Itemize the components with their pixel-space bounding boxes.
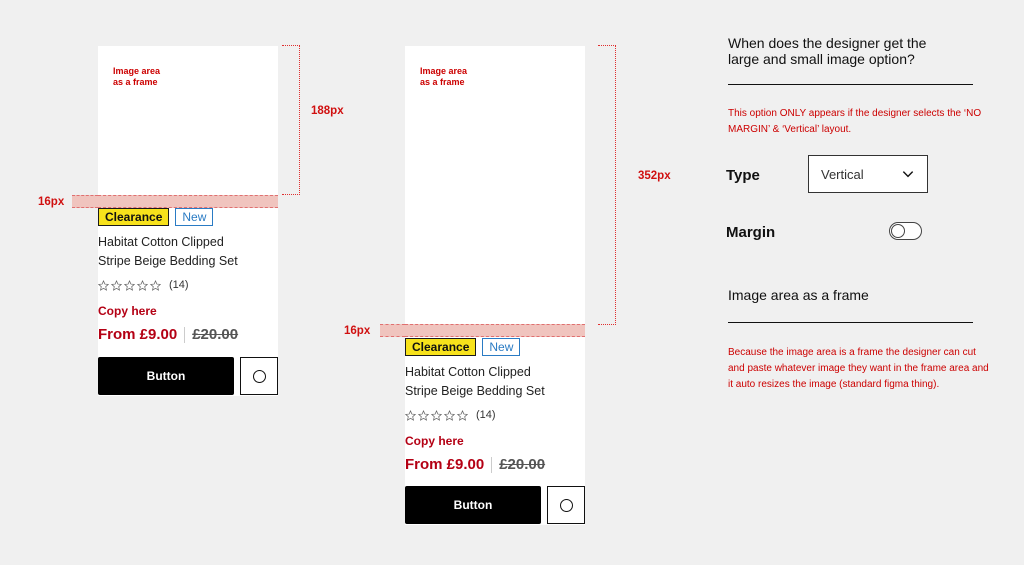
star-outline-icon (431, 410, 442, 421)
gap-highlight (405, 324, 585, 337)
star-outline-icon (418, 410, 429, 421)
gap-highlight-left-extension (72, 195, 98, 208)
star-outline-icon (111, 280, 122, 291)
price-divider (491, 457, 492, 473)
current-price: From £9.00 (405, 456, 485, 473)
height-188-indicator (282, 45, 300, 195)
image-area-frame (405, 46, 585, 324)
star-outline-icon (137, 280, 148, 291)
option-note: This option ONLY appears if the designer selects the ‘NO MARGIN’ & ‘Vertical’ layout. (728, 108, 982, 135)
badge-row (98, 208, 213, 226)
circle-button[interactable] (547, 486, 585, 524)
height-188-label: 188px (311, 105, 344, 117)
star-outline-icon (457, 410, 468, 421)
price-row (405, 456, 545, 473)
review-count: (14) (169, 279, 189, 291)
divider (728, 322, 973, 323)
question-heading: When does the designer get the large and small image option? (728, 35, 927, 67)
review-count: (14) (476, 409, 496, 421)
product-card-large (405, 46, 585, 525)
height-352-label: 352px (638, 170, 671, 182)
star-outline-icon (124, 280, 135, 291)
clearance-badge: Clearance (405, 338, 476, 356)
rating-row (405, 409, 496, 421)
clearance-badge: Clearance (98, 208, 169, 226)
product-title[interactable]: Habitat Cotton Clipped Stripe Beige Bedding Set (98, 235, 238, 268)
primary-button[interactable]: Button (98, 357, 234, 395)
circle-icon (560, 499, 573, 512)
price-divider (184, 327, 185, 343)
image-area-frame (98, 46, 278, 195)
gap-highlight (98, 195, 278, 208)
star-outline-icon (150, 280, 161, 291)
type-label: Type (726, 167, 760, 184)
type-select-value: Vertical (821, 166, 864, 182)
image-area-label: Image area as a frame (113, 66, 161, 87)
copy-text: Copy here (405, 434, 464, 448)
type-select[interactable] (808, 155, 928, 193)
circle-button[interactable] (240, 357, 278, 395)
circle-icon (253, 370, 266, 383)
was-price: £20.00 (499, 456, 546, 473)
image-area-label: Image area as a frame (420, 66, 468, 87)
divider (728, 84, 973, 85)
height-352-indicator (598, 45, 616, 325)
current-price: From £9.00 (98, 326, 178, 343)
new-badge: New (175, 208, 213, 226)
rating-row (98, 279, 189, 291)
price-row (98, 326, 238, 343)
product-title[interactable]: Habitat Cotton Clipped Stripe Beige Bedding Set (405, 365, 545, 398)
frame-label: Image area as a frame (728, 287, 869, 303)
copy-text: Copy here (98, 304, 157, 318)
primary-button[interactable]: Button (405, 486, 541, 524)
product-card-small (98, 46, 278, 396)
gap-highlight-left-extension (380, 324, 405, 337)
was-price: £20.00 (192, 326, 239, 343)
margin-toggle[interactable] (889, 222, 922, 240)
margin-label: Margin (726, 224, 776, 241)
frame-note: Because the image area is a frame the designer can cut and paste whatever image they want in the frame area and it auto resizes the image (standard figma thing). (728, 347, 989, 390)
toggle-knob (891, 224, 905, 238)
gap-16-label: 16px (38, 196, 65, 208)
new-badge: New (482, 338, 520, 356)
star-outline-icon (444, 410, 455, 421)
star-outline-icon (98, 280, 109, 291)
badge-row (405, 338, 520, 356)
star-outline-icon (405, 410, 416, 421)
gap-16-label: 16px (344, 325, 371, 337)
chevron-down-icon (901, 167, 915, 181)
